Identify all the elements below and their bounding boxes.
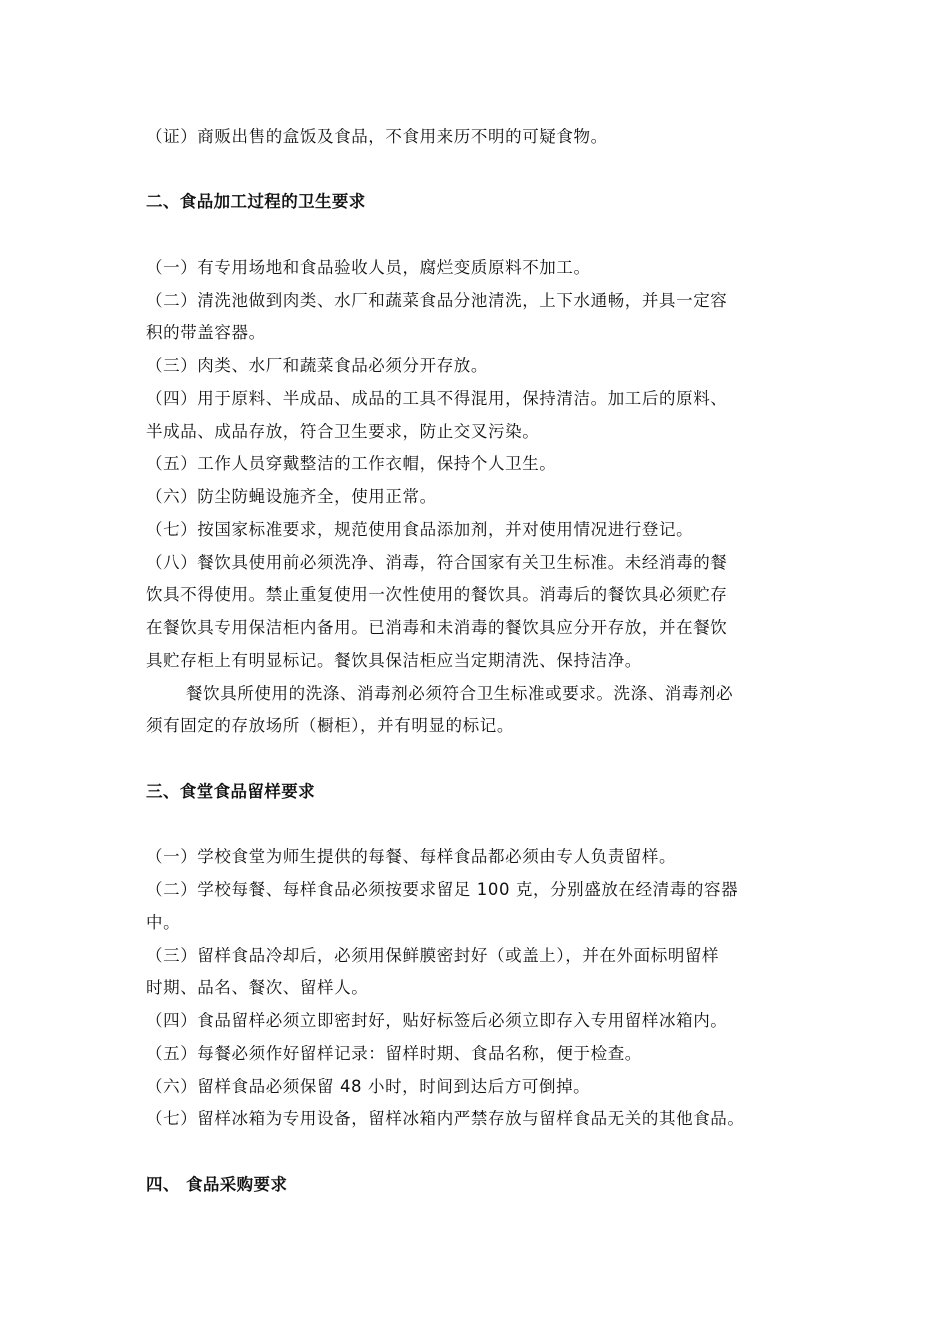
paragraph-line: （七）按国家标准要求，规范使用食品添加剂，并对使用情况进行登记。	[146, 520, 694, 539]
paragraph-line: （七）留样冰箱为专用设备，留样冰箱内严禁存放与留样食品无关的其他食品。	[146, 1109, 745, 1128]
paragraph-line: 积的带盖容器。	[146, 323, 266, 342]
paragraph-line: 饮具不得使用。禁止重复使用一次性使用的餐饮具。消毒后的餐饮具必须贮存	[146, 585, 728, 604]
paragraph-line: （五）工作人员穿戴整洁的工作衣帽，保持个人卫生。	[146, 454, 557, 473]
paragraph-line: 在餐饮具专用保洁柜内备用。已消毒和未消毒的餐饮具应分开存放，并在餐饮	[146, 618, 728, 637]
paragraph-line: （证）商贩出售的盒饭及食品，不食用来历不明的可疑食物。	[146, 127, 608, 146]
paragraph-line: （二）学校每餐、每样食品必须按要求留足 100 克，分别盛放在经清毒的容器	[146, 880, 739, 899]
paragraph-line: （五）每餐必须作好留样记录：留样时期、食品名称，便于检查。	[146, 1044, 642, 1063]
paragraph-line: （三）肉类、水厂和蔬菜食品必须分开存放。	[146, 356, 488, 375]
paragraph-line: 时期、品名、餐次、留样人。	[146, 978, 369, 997]
paragraph-line: （三）留样食品冷却后，必须用保鲜膜密封好（或盖上），并在外面标明留样	[146, 946, 720, 965]
paragraph-line: （六）留样食品必须保留 48 小时，时间到达后方可倒掉。	[146, 1077, 591, 1096]
paragraph-line: （六）防尘防蝇设施齐全，使用正常。	[146, 487, 437, 506]
paragraph-line: 中。	[146, 913, 181, 932]
paragraph-line: （二）清洗池做到肉类、水厂和蔬菜食品分池清洗，上下水通畅，并具一定容	[146, 291, 728, 310]
paragraph-line: 半成品、成品存放，符合卫生要求，防止交叉污染。	[146, 422, 540, 441]
paragraph-line: （八）餐饮具使用前必须洗净、消毒，符合国家有关卫生标准。未经消毒的餐	[146, 553, 728, 572]
paragraph-line: 须有固定的存放场所（橱柜），并有明显的标记。	[146, 716, 514, 735]
paragraph-line: 餐饮具所使用的洗涤、消毒剂必须符合卫生标准或要求。洗涤、消毒剂必	[186, 684, 734, 703]
paragraph-line: 具贮存柜上有明显标记。餐饮具保洁柜应当定期清洗、保持洁净。	[146, 651, 642, 670]
paragraph-line: （四）食品留样必须立即密封好，贴好标签后必须立即存入专用留样冰箱内。	[146, 1011, 728, 1030]
section-heading: 三、食堂食品留样要求	[146, 782, 315, 801]
paragraph-line: （一）有专用场地和食品验收人员，腐烂变质原料不加工。	[146, 258, 591, 277]
section-heading: 二、食品加工过程的卫生要求	[146, 192, 366, 211]
paragraph-line: （四）用于原料、半成品、成品的工具不得混用，保持清洁。加工后的原料、	[146, 389, 728, 408]
paragraph-line: （一）学校食堂为师生提供的每餐、每样食品都必须由专人负责留样。	[146, 847, 677, 866]
section-heading: 四、 食品采购要求	[146, 1175, 288, 1194]
